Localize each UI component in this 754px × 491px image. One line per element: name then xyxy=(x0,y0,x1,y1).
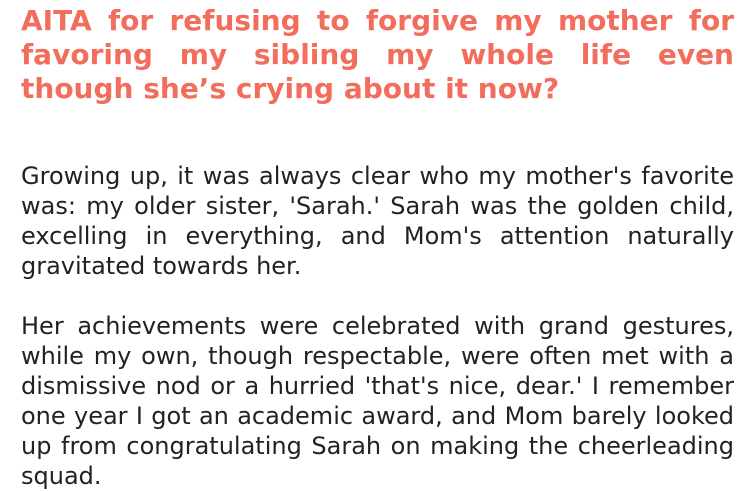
article-title: AITA for refusing to forgive my mother for favoring my sibling my whole life even though she’s crying about it now? xyxy=(21,4,734,105)
article-paragraph: Her achievements were celebrated with grand gestures, while my own, though respectable, were often met with a dismissive nod or a hurried 'that's nice, dear.' I remember one year I got an academic award, and Mom barely looked up from congratulating Sarah on making the cheerleading squad. xyxy=(21,312,734,490)
article-paragraph: Growing up, it was always clear who my mother's favorite was: my older sister, 'Sarah.' Sarah was the golden child, excelling in everything, and Mom's attention naturally gravitated towards her. xyxy=(21,162,734,280)
